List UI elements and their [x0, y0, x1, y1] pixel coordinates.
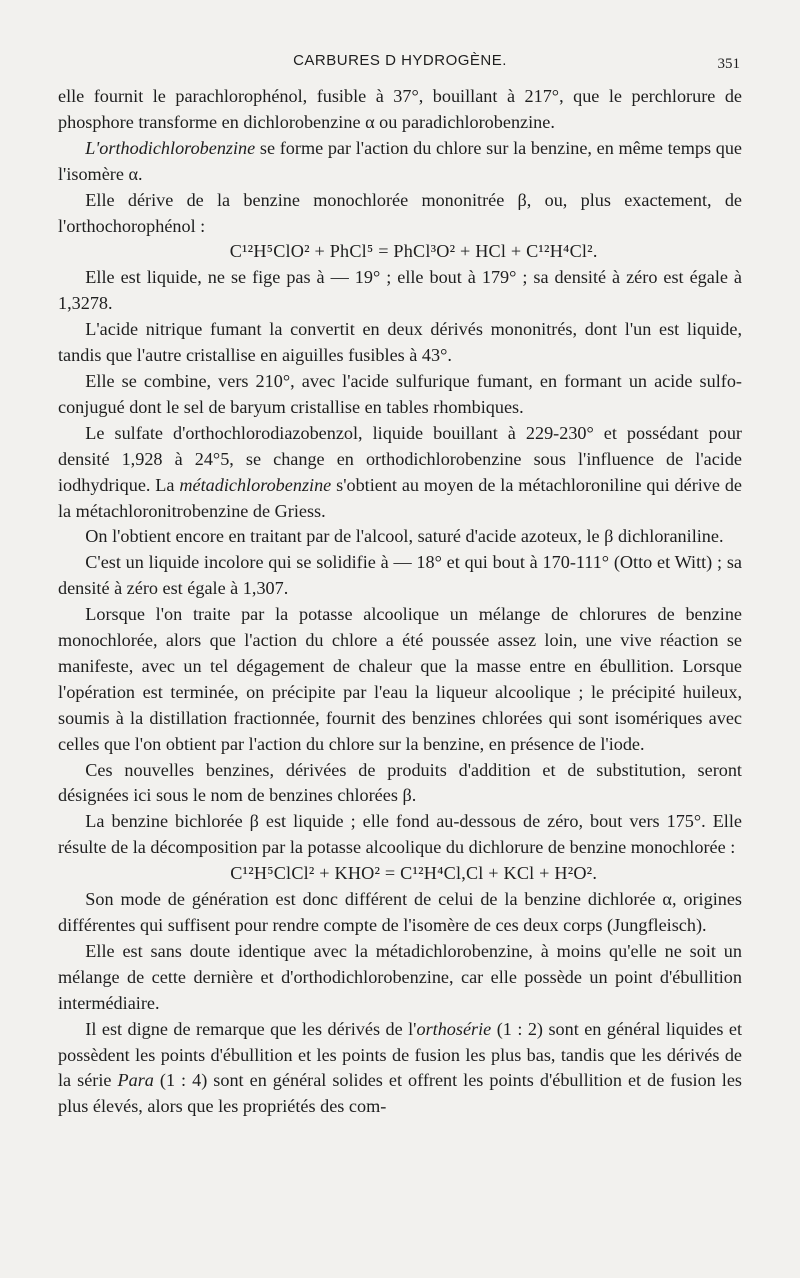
page-number: 351	[717, 56, 740, 72]
paragraph-8: On l'obtient encore en traitant par de l'alcool, saturé d'acide azoteux, le β dichloraniline.	[85, 526, 724, 547]
paragraph-6: Elle se combine, vers 210°, avec l'acide sulfurique fumant, en formant un acide sulfo-conjugué dont le sel de baryum cristallise en tables rhombiques.	[58, 370, 742, 417]
para-series-term: Para	[117, 1070, 154, 1091]
paragraph-11: Ces nouvelles benzines, dérivées de produits d'addition et de substitution, seront désignées ici sous le nom de benzines chlorées β.	[58, 759, 742, 806]
orthoserie-term: orthosérie	[416, 1018, 492, 1039]
paragraph-7-text-b: s'obtient au moyen de la métachloroniline qui dérive de la métachloronitrobenzine de Griess.	[58, 474, 743, 521]
paragraph-5: L'acide nitrique fumant la convertit en deux dérivés mononitrés, dont l'un est liquide, tandis que l'autre cristallise en aiguilles fusibles à 43°.	[58, 319, 742, 366]
paragraph-3: Elle dérive de la benzine monochlorée mononitrée β, ou, plus exactement, de l'orthochorophénol :	[58, 189, 742, 236]
paragraph-4: Elle est liquide, ne se fige pas à — 19° ; elle bout à 179° ; sa densité à zéro est égale à 1,3278.	[58, 267, 742, 314]
paragraph-7-text-a: Le sulfate d'orthochlorodiazobenzol, liquide bouillant à 229-230° et possédant pour densité 1,928 à 24°5, se change en orthodichlorobenzine sous l'influence de l'acide iodhydrique. La	[58, 422, 742, 495]
paragraph-7	[58, 421, 742, 525]
paragraph-15	[58, 1017, 742, 1121]
formula-2: C¹²H⁵ClCl² + KHO² = C¹²H⁴Cl,Cl + KCl + H²O².	[230, 863, 598, 884]
paragraph-12: La benzine bichlorée β est liquide ; elle fond au-dessous de zéro, bout vers 175°. Elle résulte de la décomposition par la potasse alcoolique du dichlorure de benzine monochlorée :	[58, 811, 742, 858]
paragraph-10: Lorsque l'on traite par la potasse alcoolique un mélange de chlorures de benzine monochlorée, alors que l'action du chlore a été poussée assez loin, une vive réaction se manifeste, avec un tel dégagement de chaleur que la masse entre en ébullition. Lorsque l'opération est terminée, on précipite par l'eau la liqueur alcoolique ; le précipité huileux, soumis à la distillation fractionnée, fournit des benzines chlorées qui sont isomériques avec celles que l'on obtient par l'action du chlore sur la benzine, en présence de l'iode.	[58, 604, 742, 754]
page-body	[58, 84, 742, 1120]
paragraph-14: Elle est sans doute identique avec la métadichlorobenzine, à moins qu'elle ne soit un mélange de cette dernière et d'orthodichlorobenzine, car elle possède un point d'ébullition intermédiaire.	[58, 940, 742, 1013]
paragraph-2	[58, 136, 742, 188]
page-header	[60, 52, 740, 78]
formula-1: C¹²H⁵ClO² + PhCl⁵ = PhCl³O² + HCl + C¹²H⁴Cl².	[229, 241, 598, 262]
paragraph-15-text-c: (1 : 4) sont en général solides et offrent les points d'ébullition et de fusion les plus élevés, alors que les propriétés des com-	[58, 1070, 742, 1117]
orthodichlorobenzine-term: L'orthodichlorobenzine	[85, 137, 256, 158]
paragraph-9: C'est un liquide incolore qui se solidifie à — 18° et qui bout à 170-111° (Otto et Witt) ; sa densité à zéro est égale à 1,307.	[58, 552, 742, 599]
paragraph-13: Son mode de génération est donc différent de celui de la benzine dichlorée α, origines différentes qui suffisent pour rendre compte de l'isomère de ces deux corps (Jungfleisch).	[58, 889, 742, 935]
paragraph-2-text: se forme par l'action du chlore sur la benzine, en même temps que l'isomère α.	[58, 137, 742, 184]
running-title: CARBURES D HYDROGÈNE.	[293, 52, 507, 69]
paragraph-15-text-a: Il est digne de remarque que les dérivés de l'	[85, 1018, 417, 1039]
metadichlorobenzine-term: métadichlorobenzine	[179, 474, 332, 495]
paragraph-15-text-b: (1 : 2) sont en général liquides et possèdent les points d'ébullition et les points de fusion les plus bas, tandis que les dérivés de la série	[58, 1018, 742, 1091]
paragraph-1: elle fournit le parachlorophénol, fusible à 37°, bouillant à 217°, que le perchlorure de phosphore transforme en dichlorobenzine α ou paradichlorobenzine.	[58, 86, 742, 132]
